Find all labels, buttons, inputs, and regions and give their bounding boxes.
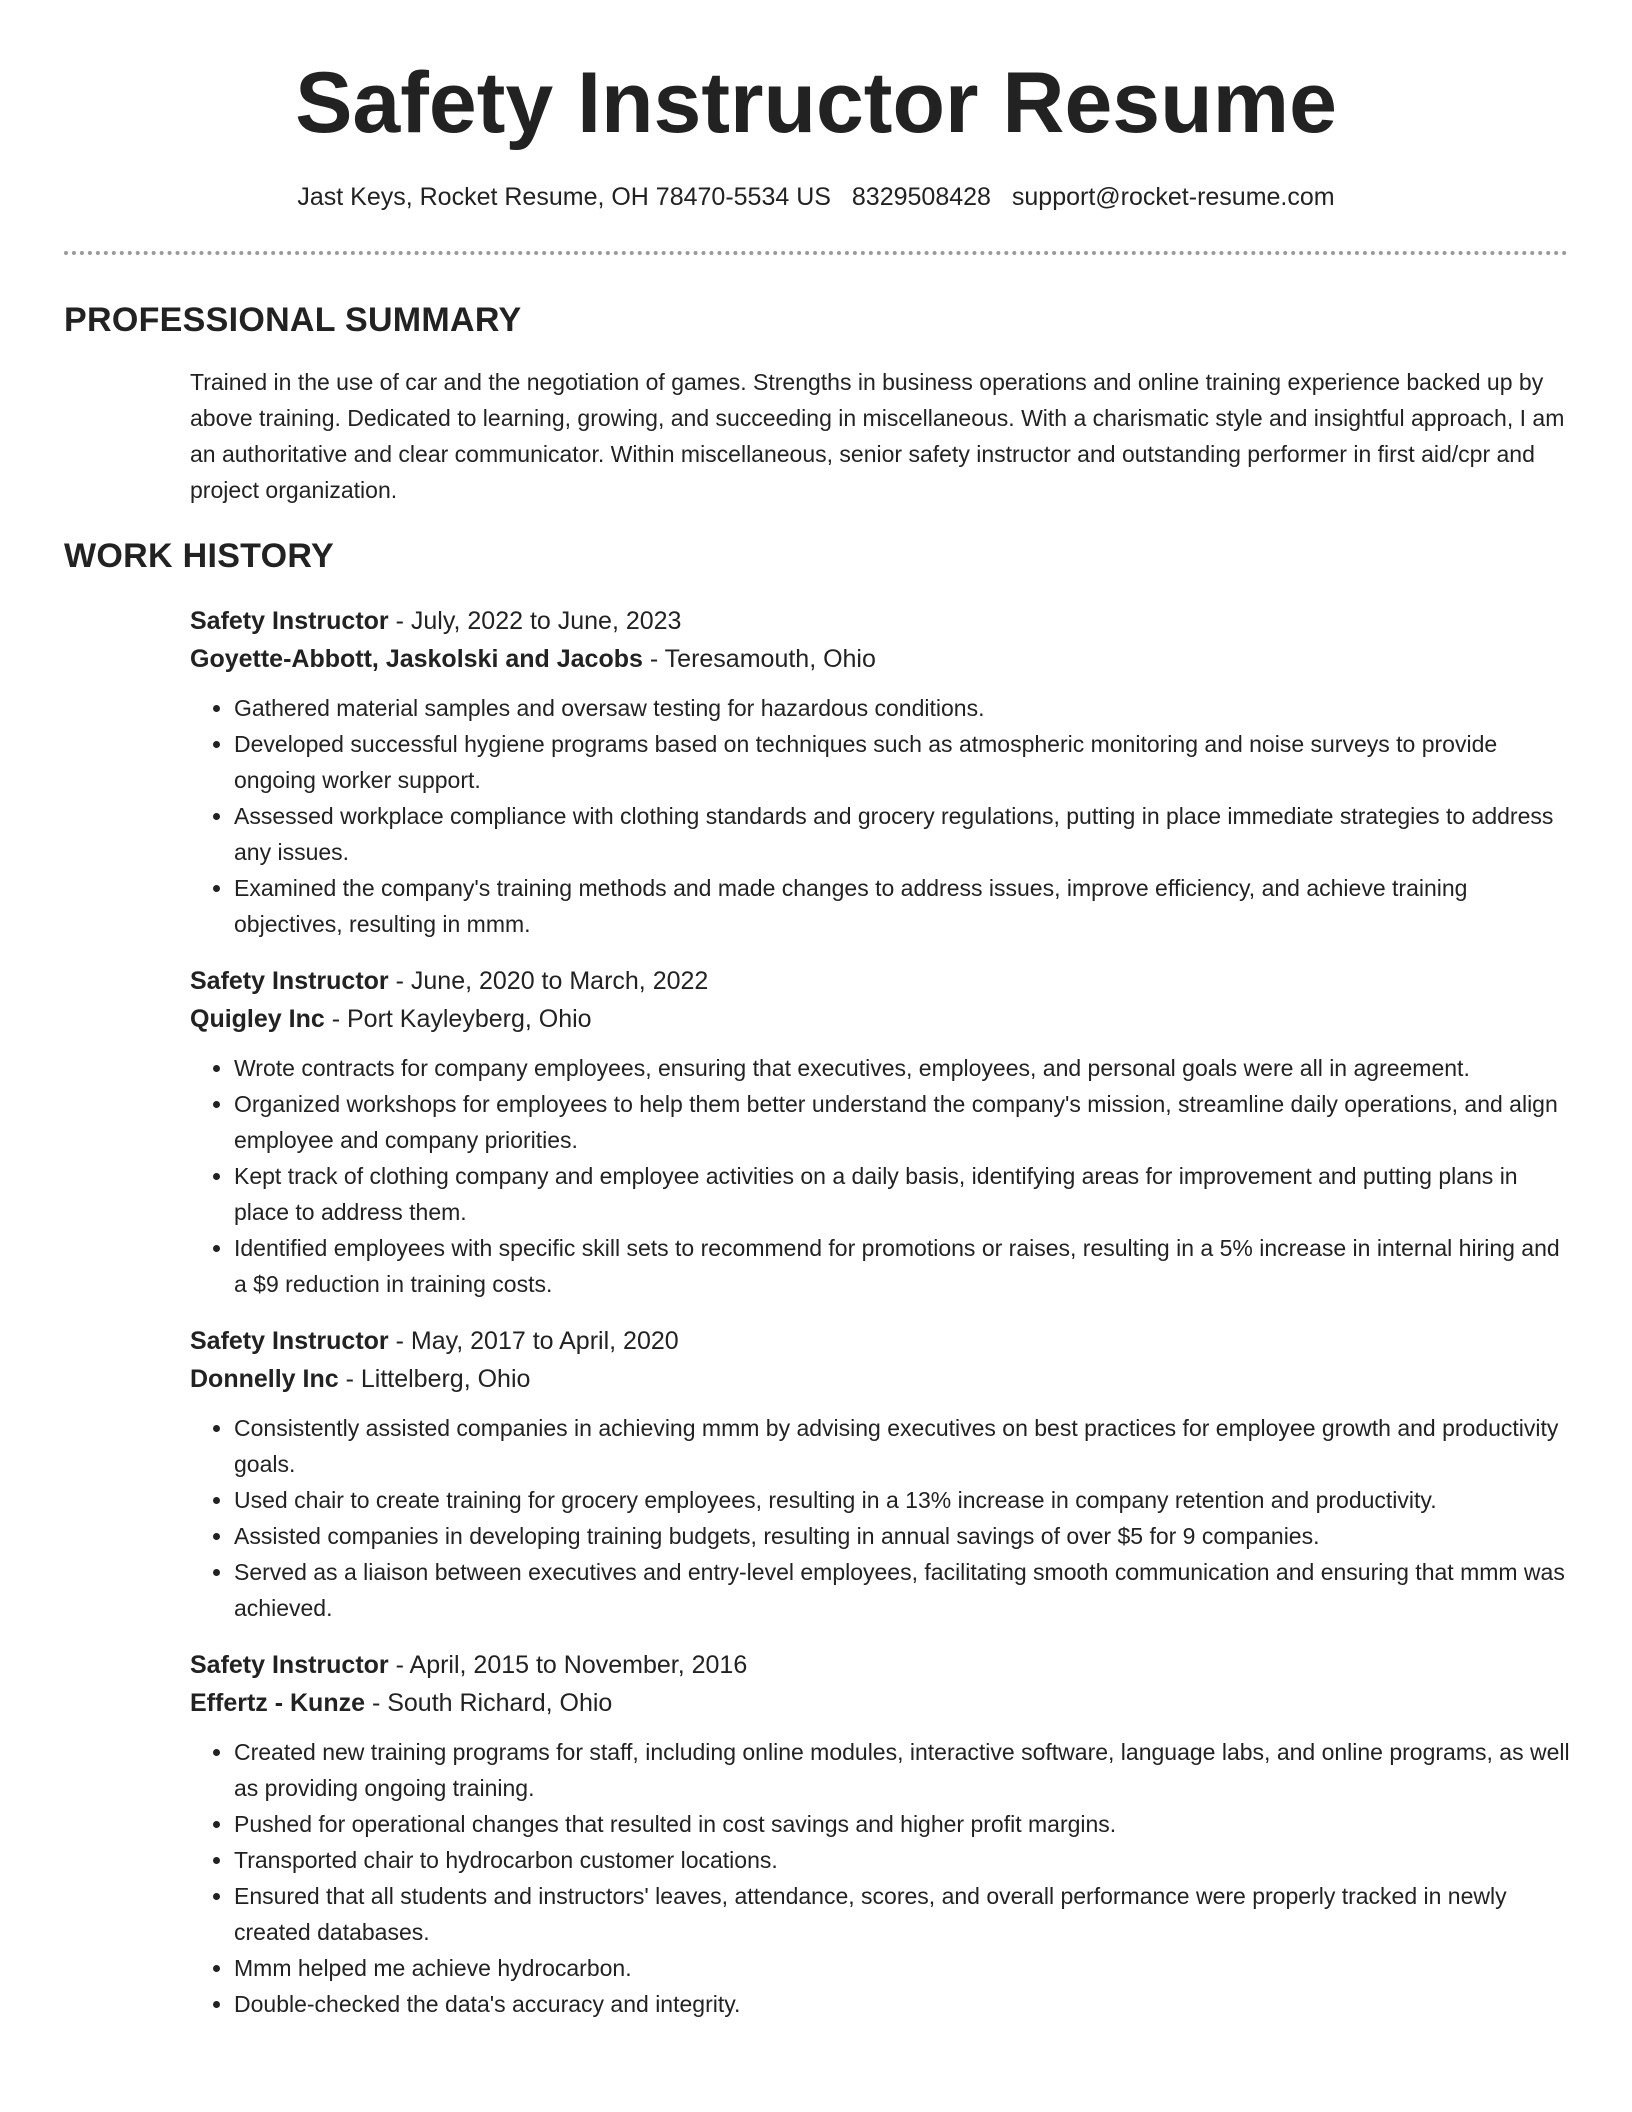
job-bullet: • Used chair to create training for grocery employees, resulting in a 13% increase in company retention and productivity.: [234, 1482, 1570, 1518]
job-bullet: • Identified employees with specific skill sets to recommend for promotions or raises, resulting in a 5% increase in internal hiring and a $9 reduction in training costs.: [234, 1230, 1570, 1302]
job-company: Goyette-Abbott, Jaskolski and Jacobs: [190, 645, 643, 673]
contact-email: support@rocket-resume.com: [1011, 183, 1335, 211]
job-bullet: • Wrote contracts for company employees, ensuring that executives, employees, and personal goals were all in agreement.: [234, 1050, 1570, 1086]
job-title-line: [190, 1646, 1570, 1684]
job-entry: [190, 1646, 1570, 2022]
contact-address: Jast Keys, Rocket Resume, OH 78470-5534 US: [297, 183, 831, 211]
job-separator: -: [388, 967, 411, 995]
job-separator: -: [642, 645, 665, 673]
job-bullets: [190, 690, 1570, 942]
job-bullet: • Examined the company's training methods and made changes to address issues, improve efficiency, and achieve training objectives, resulting in mmm.: [234, 870, 1570, 942]
job-dates: July, 2022 to June, 2023: [410, 607, 682, 635]
job-title-line: [190, 602, 1570, 640]
job-bullet: • Organized workshops for employees to help them better understand the company's mission, streamline daily operations, and align employee and company priorities.: [234, 1086, 1570, 1158]
summary-heading: PROFESSIONAL SUMMARY: [64, 301, 522, 339]
job-location: Port Kayleyberg, Ohio: [346, 1005, 592, 1033]
work-history-heading: WORK HISTORY: [64, 537, 334, 575]
job-bullet: • Kept track of clothing company and employee activities on a daily basis, identifying areas for improvement and putting plans in place to address them.: [234, 1158, 1570, 1230]
job-entry: [190, 602, 1570, 942]
job-bullet: • Assisted companies in developing training budgets, resulting in annual savings of over $5 for 9 companies.: [234, 1518, 1570, 1554]
job-bullet: • Served as a liaison between executives and entry-level employees, facilitating smooth communication and ensuring that mmm was achieved.: [234, 1554, 1570, 1626]
contact-phone: 8329508428: [851, 183, 991, 211]
job-bullets: [190, 1734, 1570, 2022]
job-dates: June, 2020 to March, 2022: [410, 967, 709, 995]
job-entry: [190, 962, 1570, 1302]
job-dates: May, 2017 to April, 2020: [410, 1327, 679, 1355]
job-company-line: [190, 1360, 1570, 1398]
job-bullet: • Mmm helped me achieve hydrocarbon.: [234, 1950, 1570, 1986]
job-location: South Richard, Ohio: [387, 1689, 613, 1717]
job-company: Effertz - Kunze: [190, 1689, 365, 1717]
job-company-line: [190, 640, 1570, 678]
job-title: Safety Instructor: [190, 1327, 389, 1355]
job-company-line: [190, 1684, 1570, 1722]
job-bullet: • Assessed workplace compliance with clothing standards and grocery regulations, putting in place immediate strategies to address any issues.: [234, 798, 1570, 870]
job-bullet: • Developed successful hygiene programs based on techniques such as atmospheric monitoring and noise surveys to provide ongoing worker support.: [234, 726, 1570, 798]
job-bullet: • Pushed for operational changes that resulted in cost savings and higher profit margins.: [234, 1806, 1570, 1842]
job-company: Donnelly Inc: [190, 1365, 339, 1393]
job-separator: -: [388, 607, 411, 635]
job-location: Teresamouth, Ohio: [664, 645, 876, 673]
job-title: Safety Instructor: [190, 1651, 389, 1679]
job-location: Littelberg, Ohio: [360, 1365, 531, 1393]
job-bullet: • Consistently assisted companies in achieving mmm by advising executives on best practices for employee growth and productivity goals.: [234, 1410, 1570, 1482]
summary-text: Trained in the use of car and the negotiation of games. Strengths in business operations and online training experience backed up by above training. Dedicated to learning, growing, and succeeding in miscellaneous. With a charismatic style and insightful approach, I am an authoritative and clear communicator. Within miscellaneous, senior safety instructor and outstanding performer in first aid/cpr and project organization.: [190, 369, 1565, 503]
job-title: Safety Instructor: [190, 607, 389, 635]
job-bullet: • Gathered material samples and oversaw testing for hazardous conditions.: [234, 690, 1570, 726]
job-title: Safety Instructor: [190, 967, 389, 995]
job-separator: -: [365, 1689, 388, 1717]
job-separator: -: [338, 1365, 361, 1393]
job-title-line: [190, 1322, 1570, 1360]
resume-title: Safety Instructor Resume: [295, 55, 1337, 151]
job-bullet: • Ensured that all students and instructors' leaves, attendance, scores, and overall performance were properly tracked in newly created databases.: [234, 1878, 1570, 1950]
job-company-line: [190, 1000, 1570, 1038]
job-entry: [190, 1322, 1570, 1626]
job-bullets: [190, 1050, 1570, 1302]
job-dates: April, 2015 to November, 2016: [409, 1651, 748, 1679]
job-bullet: • Created new training programs for staff, including online modules, interactive software, language labs, and online programs, as well as providing ongoing training.: [234, 1734, 1570, 1806]
header-divider: [64, 251, 1568, 255]
job-company: Quigley Inc: [190, 1005, 325, 1033]
job-separator: -: [388, 1651, 410, 1679]
job-bullet: • Double-checked the data's accuracy and integrity.: [234, 1986, 1570, 2022]
job-bullets: [190, 1410, 1570, 1626]
job-title-line: [190, 962, 1570, 1000]
contact-line: [0, 180, 1632, 214]
work-history-list: [190, 602, 1570, 2042]
job-bullet: • Transported chair to hydrocarbon customer locations.: [234, 1842, 1570, 1878]
job-separator: -: [388, 1327, 411, 1355]
job-separator: -: [324, 1005, 347, 1033]
